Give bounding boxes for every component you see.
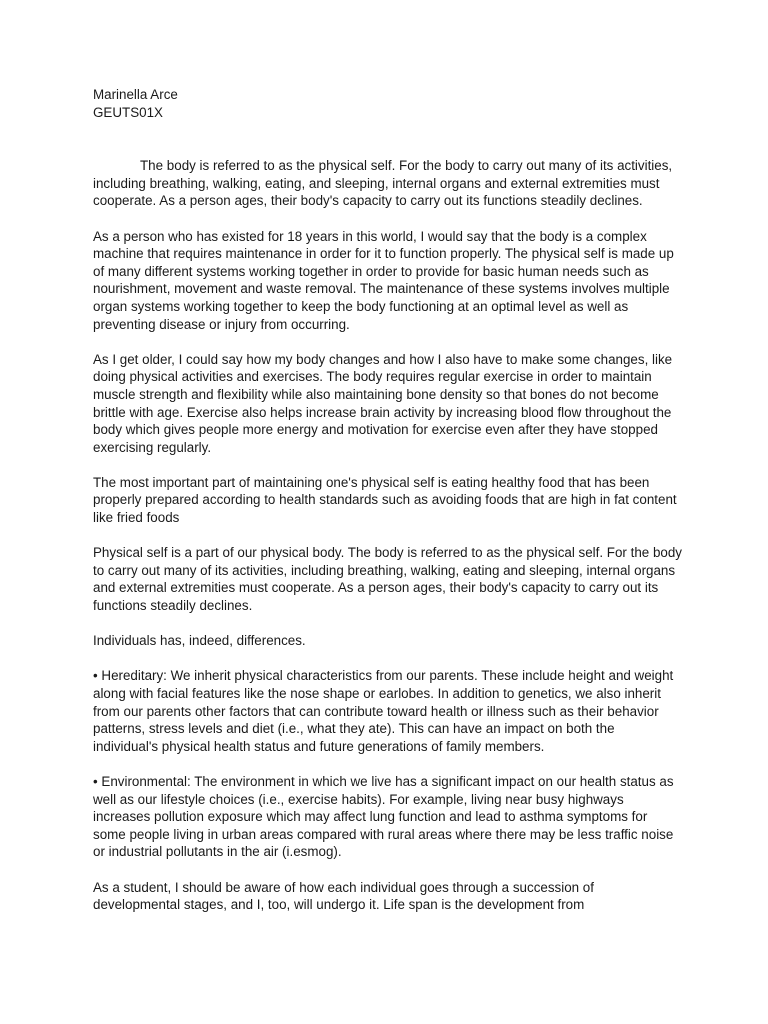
paragraph-hereditary: • Hereditary: We inherit physical characteristics from our parents. These include height and weight along with facial features like the nose shape or earlobes. In addition to genetics, we also inherit from our parents other factors that can contribute toward health or illness such as their behavior patterns, stress levels and diet (i.e., what they ate). This can have an impact on both the individual's physical health status and future generations of family members. [93,668,674,754]
paragraph-getting-older: As I get older, I could say how my body changes and how I also have to make some changes, like doing physical activities and exercises. The body requires regular exercise in order to maintain muscle strength and flexibility while also maintaining bone density so that bones do not become brittle with age. Exercise also helps increase brain activity by increasing blood flow throughout the body which gives people more energy and motivation for exercise even after they have stopped exercising regularly. [93,351,673,455]
paragraph-physical-self: Physical self is a part of our physical body. The body is referred to as the physical self. For the body to carry out many of its activities, including breathing, walking, eating and sleeping, internal organs and external extremities must cooperate. As a person ages, their body's capacity to carry out its functions steadily declines. [93,545,682,614]
paragraph-student: As a student, I should be aware of how each individual goes through a succession of developmental stages, and I, too, will undergo it. Life span is the development from [93,879,594,913]
author-name: Marinella Arce [93,87,178,102]
course-code: GEUTS01X [93,104,163,120]
document-page [93,86,683,931]
paragraph-complex-machine: As a person who has existed for 18 years in this world, I would say that the body is a complex machine that requires maintenance in order for it to function properly. The physical self is made up of many different systems working together in order to provide for basic human needs such as nourishment, movement and waste removal. The maintenance of these systems involves multiple organ systems working together to keep the body functioning at an optimal level as well as preventing disease or injury from occurring. [93,228,674,332]
paragraph-environmental: • Environmental: The environment in which we live has a significant impact on our health status as well as our lifestyle choices (i.e., exercise habits). For example, living near busy highways increases pollution exposure which may affect lung function and lead to asthma symptoms for some people living in urban areas compared with rural areas where there may be less traffic noise or industrial pollutants in the air (i.esmog). [93,773,674,860]
paragraph-healthy-food: The most important part of maintaining one's physical self is eating healthy food that has been properly prepared according to health standards such as avoiding foods that are high in fat content like fried foods [93,474,677,526]
paragraph-differences: Individuals has, indeed, differences. [93,633,306,649]
paragraph-intro: The body is referred to as the physical self. For the body to carry out many of its activities, including breathing, walking, eating, and sleeping, internal organs and external extremities must cooperate. As a person ages, their body's capacity to carry out its functions steadily declines. [93,158,673,209]
